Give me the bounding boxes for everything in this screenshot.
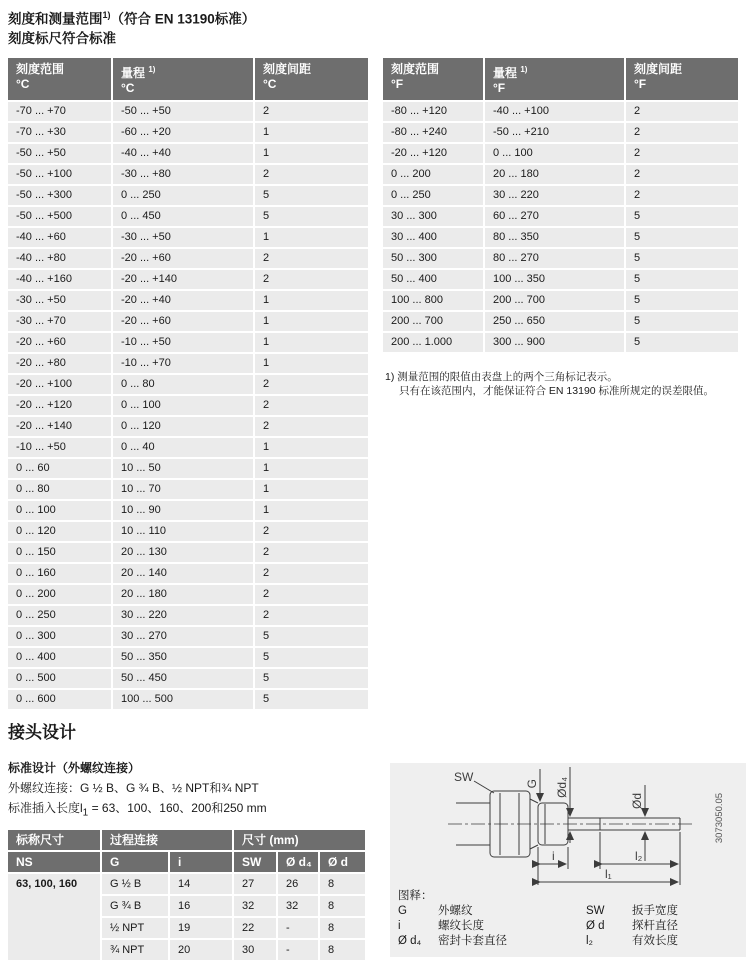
table-cell: 0 ... 40 — [113, 438, 253, 457]
page-title-block — [8, 6, 255, 48]
legend-description: 密封卡套直径 — [438, 935, 507, 947]
table-cell: 2 — [255, 417, 368, 436]
table-cell: 2 — [626, 186, 738, 205]
table-cell: 26 — [278, 874, 318, 894]
footnote-line-1: 1) 测量范围的限值由表盘上的两个三角标记表示。 — [385, 371, 618, 383]
table-cell: 1 — [255, 438, 368, 457]
table-cell: 2 — [255, 564, 368, 583]
column-header-scale-range-f: 刻度范围 °F — [383, 58, 483, 100]
legend-description: 螺纹长度 — [438, 920, 484, 932]
table-cell: 16 — [170, 896, 232, 916]
table-cell: 10 ... 70 — [113, 480, 253, 499]
table-cell: 1 — [255, 501, 368, 520]
table-cell: 30 ... 300 — [383, 207, 483, 226]
standard-design-block — [8, 758, 267, 823]
table-cell: -10 ... +70 — [113, 354, 253, 373]
column-header-i: i — [170, 852, 232, 872]
standard-design-subtitle: 标准设计（外螺纹连接） — [8, 761, 141, 775]
table-cell: -40 ... +40 — [113, 144, 253, 163]
table-cell: 1 — [255, 333, 368, 352]
footnote-line-2: 只有在该范围内，才能保证符合 EN 13190 标准所规定的误差限值。 — [399, 385, 715, 397]
table-cell: -20 ... +120 — [383, 144, 483, 163]
table-cell: 80 ... 270 — [485, 249, 624, 268]
table-cell: 5 — [626, 228, 738, 247]
table-cell: -40 ... +100 — [485, 102, 624, 121]
technical-drawing-panel — [390, 763, 746, 957]
column-header-d4: Ø d₄ — [278, 852, 318, 872]
table-cell: 50 ... 300 — [383, 249, 483, 268]
table-cell: -50 ... +50 — [8, 144, 111, 163]
table-cell: -50 ... +210 — [485, 123, 624, 142]
table-cell: 32 — [234, 896, 276, 916]
table-cell: -40 ... +80 — [8, 249, 111, 268]
page-title: 刻度和测量范围$^{1)}$（符合 EN 13190标准） — [8, 10, 256, 27]
footnote — [385, 370, 740, 398]
table-cell: G ½ B — [102, 874, 168, 894]
connection-table-header-row-2 — [8, 852, 365, 872]
table-cell: -30 ... +50 — [8, 291, 111, 310]
table-cell: 30 ... 400 — [383, 228, 483, 247]
table-cell: -50 ... +50 — [113, 102, 253, 121]
table-cell: -40 ... +60 — [8, 228, 111, 247]
drawing-label-g: G — [525, 779, 539, 789]
column-header-scale-interval-c: 刻度间距 °C — [255, 58, 368, 100]
table-cell: 50 ... 450 — [113, 669, 253, 688]
table-cell: 5 — [255, 186, 368, 205]
table-cell: 0 ... 200 — [8, 585, 111, 604]
table-cell: 250 ... 650 — [485, 312, 624, 331]
connection-dimensions-table — [8, 830, 365, 960]
table-cell: 5 — [626, 312, 738, 331]
table-cell: 20 ... 180 — [113, 585, 253, 604]
table-cell: 1 — [255, 312, 368, 331]
table-cell: 0 ... 120 — [8, 522, 111, 541]
table-cell: 100 ... 350 — [485, 270, 624, 289]
column-header-scale-range-c: 刻度范围 °C — [8, 58, 111, 100]
table-cell: 0 ... 400 — [8, 648, 111, 667]
table-cell: 0 ... 60 — [8, 459, 111, 478]
legend-title: 图释： — [398, 890, 433, 902]
drawing-label-l1: l₁ — [605, 867, 612, 881]
table-cell: 50 ... 350 — [113, 648, 253, 667]
table-cell: - — [278, 918, 318, 938]
table-cell: 2 — [255, 102, 368, 121]
column-header-ns: NS — [8, 852, 100, 872]
table-cell: -40 ... +160 — [8, 270, 111, 289]
nominal-size-cell: 63, 100, 160 — [8, 874, 100, 960]
table-cell: 30 ... 220 — [113, 606, 253, 625]
table-cell: 2 — [255, 270, 368, 289]
table-cell: 22 — [234, 918, 276, 938]
legend-description: 外螺纹 — [438, 905, 473, 917]
column-header-dimensions-mm: 尺寸 (mm) — [234, 830, 365, 850]
table-cell: 32 — [278, 896, 318, 916]
drawing-reference-number: 3073050.05 — [714, 792, 725, 844]
table-cell: 10 ... 50 — [113, 459, 253, 478]
table-cell: 100 ... 500 — [113, 690, 253, 709]
column-header-nominal-size: 标称尺寸 — [8, 830, 100, 850]
table-cell: 1 — [255, 228, 368, 247]
page-subtitle: 刻度标尺符合标准 — [8, 30, 116, 46]
table-cell: 5 — [255, 669, 368, 688]
fahrenheit-range-table — [383, 58, 738, 352]
table-cell: 50 ... 400 — [383, 270, 483, 289]
table-cell: 2 — [255, 543, 368, 562]
table-cell: -20 ... +60 — [113, 312, 253, 331]
table-cell: 2 — [255, 585, 368, 604]
drawing-label-d4: Ød₄ — [555, 777, 569, 798]
table-cell: 5 — [626, 249, 738, 268]
table-cell: 5 — [626, 207, 738, 226]
table-cell: 0 ... 80 — [113, 375, 253, 394]
table-cell: 30 — [234, 940, 276, 960]
table-cell: 0 ... 300 — [8, 627, 111, 646]
table-cell: 200 ... 1.000 — [383, 333, 483, 352]
section-title-connection-design: 接头设计 — [8, 723, 76, 742]
table-cell: 0 ... 250 — [8, 606, 111, 625]
table-cell: 10 ... 110 — [113, 522, 253, 541]
table-cell: 30 ... 270 — [113, 627, 253, 646]
table-cell: -20 ... +120 — [8, 396, 111, 415]
table-cell: 8 — [320, 940, 365, 960]
table-cell: G ¾ B — [102, 896, 168, 916]
table-cell: 60 ... 270 — [485, 207, 624, 226]
table-cell: 200 ... 700 — [383, 312, 483, 331]
table-cell: 20 ... 180 — [485, 165, 624, 184]
table-cell: 19 — [170, 918, 232, 938]
table-cell: -30 ... +80 — [113, 165, 253, 184]
table-cell: -60 ... +20 — [113, 123, 253, 142]
table-cell: 27 — [234, 874, 276, 894]
table-cell: 1 — [255, 354, 368, 373]
table-cell: 5 — [255, 207, 368, 226]
table-cell: ½ NPT — [102, 918, 168, 938]
table-cell: ¾ NPT — [102, 940, 168, 960]
table-cell: - — [278, 940, 318, 960]
table-cell: 0 ... 80 — [8, 480, 111, 499]
table-cell: 20 — [170, 940, 232, 960]
table-cell: 0 ... 600 — [8, 690, 111, 709]
table-cell: -30 ... +70 — [8, 312, 111, 331]
drawing-label-l2: l₂ — [635, 849, 643, 863]
table-cell: 2 — [255, 396, 368, 415]
table-cell: 2 — [255, 522, 368, 541]
legend-description: 有效长度 — [632, 935, 678, 947]
table-cell: 0 ... 120 — [113, 417, 253, 436]
table-cell: -20 ... +140 — [8, 417, 111, 436]
column-header-g: G — [102, 852, 168, 872]
table-cell: -80 ... +240 — [383, 123, 483, 142]
table-cell: 5 — [255, 627, 368, 646]
table-cell: 1 — [255, 480, 368, 499]
table-cell: 2 — [255, 606, 368, 625]
table-cell: -80 ... +120 — [383, 102, 483, 121]
table-cell: 0 ... 250 — [113, 186, 253, 205]
table-cell: 0 ... 100 — [113, 396, 253, 415]
column-header-sw: SW — [234, 852, 276, 872]
legend-symbol: l₂ — [586, 935, 594, 947]
table-cell: 5 — [255, 648, 368, 667]
table-cell: -20 ... +100 — [8, 375, 111, 394]
table-cell: 30 ... 220 — [485, 186, 624, 205]
legend-symbol: SW — [586, 905, 605, 917]
table-cell: 300 ... 900 — [485, 333, 624, 352]
table-cell: -20 ... +140 — [113, 270, 253, 289]
column-header-scale-interval-f: 刻度间距 °F — [626, 58, 738, 100]
celsius-range-table — [8, 58, 368, 709]
table-cell: -20 ... +60 — [8, 333, 111, 352]
table-cell: 5 — [626, 291, 738, 310]
table-cell: 5 — [255, 690, 368, 709]
table-cell: 0 ... 150 — [8, 543, 111, 562]
table-cell: -10 ... +50 — [113, 333, 253, 352]
table-cell: 2 — [626, 123, 738, 142]
table-cell: -70 ... +70 — [8, 102, 111, 121]
table-cell: -50 ... +100 — [8, 165, 111, 184]
column-header-d: Ø d — [320, 852, 365, 872]
table-cell: -50 ... +500 — [8, 207, 111, 226]
table-cell: 8 — [320, 896, 365, 916]
table-cell: 1 — [255, 144, 368, 163]
table-cell: 10 ... 90 — [113, 501, 253, 520]
table-cell: 20 ... 140 — [113, 564, 253, 583]
legend-symbol: G — [398, 905, 407, 917]
table-cell: -20 ... +40 — [113, 291, 253, 310]
table-cell: 2 — [626, 102, 738, 121]
table-cell: 5 — [626, 270, 738, 289]
table-cell: 0 ... 200 — [383, 165, 483, 184]
legend-symbol: i — [398, 920, 401, 932]
threaded-fitting-drawing — [390, 763, 746, 889]
table-cell: 2 — [255, 375, 368, 394]
table-cell: 1 — [255, 459, 368, 478]
table-cell: 2 — [255, 165, 368, 184]
table-cell: 8 — [320, 874, 365, 894]
table-cell: 14 — [170, 874, 232, 894]
legend-symbol: Ø d — [586, 920, 605, 932]
table-cell: 0 ... 450 — [113, 207, 253, 226]
insertion-length-line: 标准插入长度$l_1 = 63$、100、160、200和250 mm — [8, 801, 267, 819]
table-cell: 80 ... 350 — [485, 228, 624, 247]
table-cell: 100 ... 800 — [383, 291, 483, 310]
legend-symbol: Ø d₄ — [398, 935, 422, 947]
drawing-legend — [398, 889, 678, 949]
table-cell: -30 ... +50 — [113, 228, 253, 247]
connection-table-header-row-1 — [8, 830, 365, 850]
table-cell: 0 ... 250 — [383, 186, 483, 205]
connection-table-body — [102, 874, 365, 960]
table-cell: -10 ... +50 — [8, 438, 111, 457]
table-cell: 0 ... 160 — [8, 564, 111, 583]
table-cell: -20 ... +60 — [113, 249, 253, 268]
table-cell: 5 — [626, 333, 738, 352]
drawing-label-i: i — [552, 849, 555, 863]
table-cell: -70 ... +30 — [8, 123, 111, 142]
table-cell: 2 — [626, 165, 738, 184]
table-cell: 2 — [626, 144, 738, 163]
table-cell: 0 ... 500 — [8, 669, 111, 688]
column-header-process-connection: 过程连接 — [102, 830, 232, 850]
table-cell: 0 ... 100 — [485, 144, 624, 163]
drawing-label-sw: SW — [454, 770, 474, 784]
table-cell: 1 — [255, 291, 368, 310]
table-cell: 8 — [320, 918, 365, 938]
table-cell: -20 ... +80 — [8, 354, 111, 373]
table-cell: 20 ... 130 — [113, 543, 253, 562]
thread-types-line: 外螺纹连接：G ½ B、G ¾ B、½ NPT和¾ NPT — [8, 781, 259, 795]
column-header-span-c: 量程 $^{1)}$ °C — [113, 58, 253, 100]
table-cell: 0 ... 100 — [8, 501, 111, 520]
table-cell: 1 — [255, 123, 368, 142]
table-cell: 2 — [255, 249, 368, 268]
drawing-label-d: Ød — [630, 793, 644, 810]
legend-description: 探杆直径 — [632, 920, 678, 932]
table-cell: 200 ... 700 — [485, 291, 624, 310]
table-cell: -50 ... +300 — [8, 186, 111, 205]
column-header-span-f: 量程 $^{1)}$ °F — [485, 58, 624, 100]
legend-description: 扳手宽度 — [632, 905, 678, 917]
